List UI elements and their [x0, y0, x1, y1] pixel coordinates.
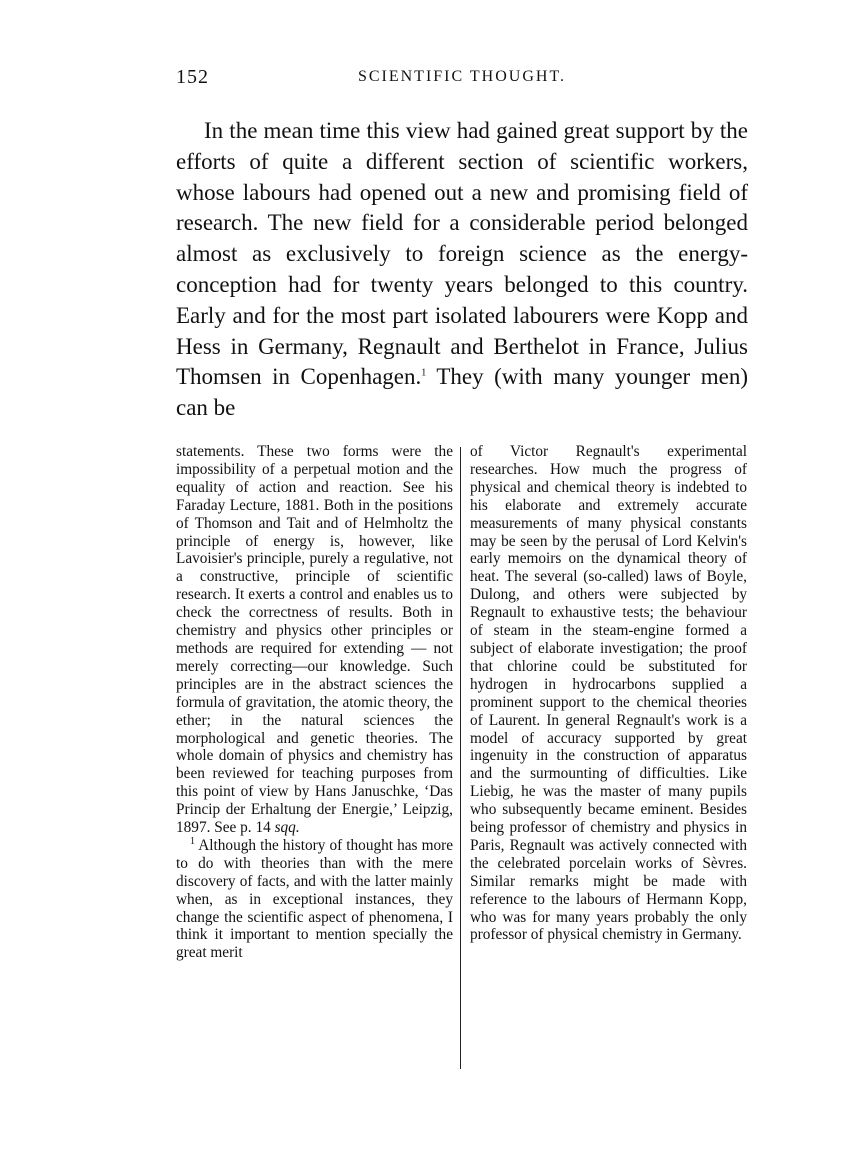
footnote-continued-text: statements. These two forms were the impossibility of a perpetual motion and the equality of action and reaction. See his Faraday Lecture, 1881. Both in the positions of Thomson and Tait and of Helmholtz the principle of energy is, however, like Lavoisier's principle, purely a regulative, not a constructive, principle of scientific research. It exerts a control and enables us to check the correctness of results. Both in chemistry and physics other principles or methods are required for extending — not merely correcting—our knowledge. Such principles are in the abstract sciences the formula of gravitation, the atomic theory, the ether; in the natural sciences the morphological and genetic theories. The whole domain of physics and chemistry has been reviewed for teaching purposes from this point of view by Hans Januschke, ‘Das Princip der Erhaltung der Energie,’ Leipzig, 1897. See p. 14 [176, 443, 453, 837]
footnote-reference: 1 [421, 367, 427, 379]
footnote-sqq: sqq. [274, 819, 300, 837]
footnote-1 [176, 837, 453, 962]
page-header [176, 66, 748, 98]
main-paragraph [176, 116, 748, 424]
footnote-1-continued: of Victor Regnault's experimental researches. How much the progress of physical and chemical theory is indebted to his elaborate and extremely accurate measurements of many physical constants may be seen by the perusal of Lord Kelvin's early memoirs on the dynamical theory of heat. The several (so-called) laws of Boyle, Dulong, and others were subjected by Regnault to exhaustive tests; the behaviour of steam in the steam-engine formed a subject of elaborate investigation; the proof that chlorine could be substituted for hydrogen in hydrocarbons supplied a prominent support to the chemical theories of Laurent. In general Regnault's work is a model of accuracy supported by great ingenuity in the construction of apparatus and the surmounting of difficulties. Like Liebig, he was the master of many pupils who subsequently became eminent. Besides being professor of chemistry and physics in Paris, Regnault was actively connected with the celebrated porcelain works of Sèvres. Similar remarks might be made with reference to the labours of Hermann Kopp, who was for many years probably the only professor of physical chemistry in Germany. [470, 443, 747, 944]
footnote-1-text: Although the history of thought has more to do with theories than with the mere discovery of facts, and with the latter mainly when, as in exceptional instances, they change the scientific aspect of phenomena, I think it important to mention specially the great merit [176, 836, 453, 962]
footnote-column-right [470, 443, 747, 944]
column-divider [460, 447, 461, 1069]
main-paragraph-continuation: They (with many younger men) can be [176, 364, 748, 421]
footnote-1-marker: 1 [190, 835, 195, 847]
running-title: SCIENTIFIC THOUGHT. [357, 68, 567, 85]
footnotes [176, 443, 748, 1073]
page-number: 152 [176, 66, 209, 88]
footnote-column-left [176, 443, 453, 962]
main-paragraph-text: In the mean time this view had gained great support by the efforts of quite a different section of scientific workers, whose labours had opened out a new and promising field of research. The new field for a considerable period belonged almost as exclusively to foreign science as the energy-conception had for twenty years belonged to this country. Early and for the most part isolated labourers were Kopp and Hess in Germany, Regnault and Berthelot in France, Julius Thomsen in Copenhagen. [176, 118, 748, 390]
main-text [176, 116, 748, 424]
footnote-continued [176, 443, 453, 837]
